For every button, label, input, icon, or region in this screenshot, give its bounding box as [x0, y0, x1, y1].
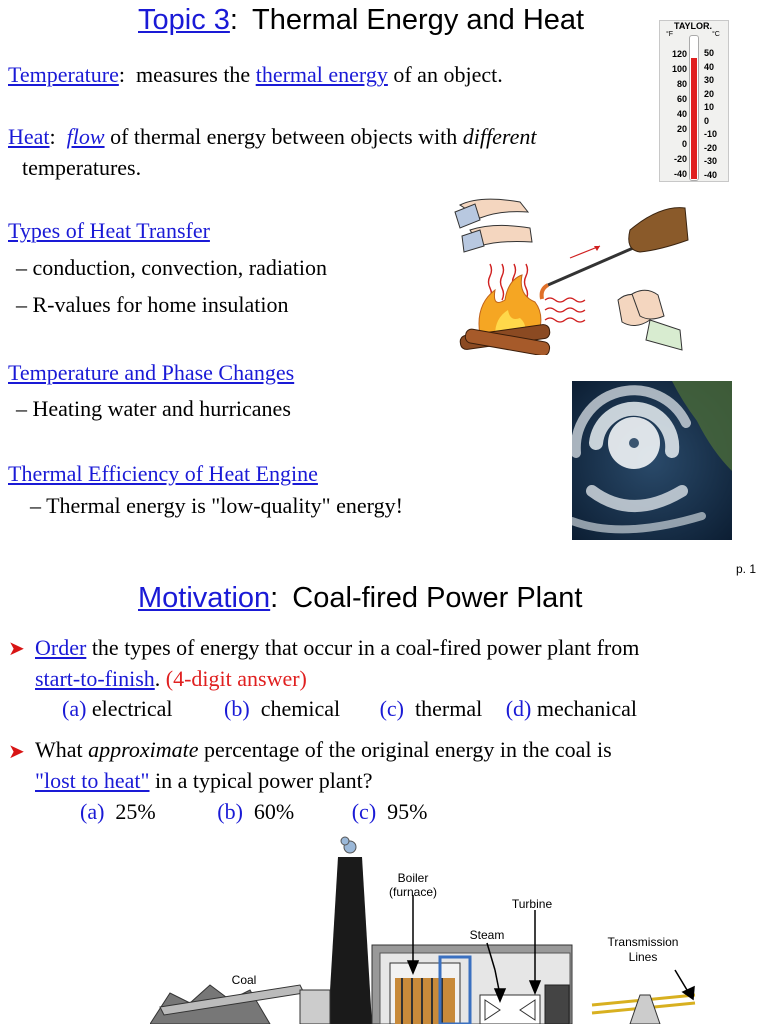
boiler-label: Boiler — [397, 871, 429, 885]
boiler-furnace-label: (furnace) — [388, 885, 438, 899]
flow-link[interactable]: flow — [66, 124, 105, 149]
temperature-link[interactable]: Temperature — [8, 62, 119, 87]
thermometer-brand: TAYLOR. — [674, 21, 713, 31]
mercury-column — [691, 58, 697, 179]
topic-link[interactable]: Topic 3 — [138, 4, 230, 36]
question-1-line1: Order the types of energy that occur in a coal-fired power plant from — [35, 635, 640, 660]
question-2-choices — [80, 799, 427, 825]
thermal-efficiency-link[interactable]: Thermal Efficiency of Heat Engine — [8, 461, 318, 486]
types-item-1: – conduction, convection, radiation — [16, 255, 327, 280]
slide1-title: Topic 3: Thermal Energy and Heat — [138, 4, 585, 36]
lost-to-heat-link[interactable]: "lost to heat" — [35, 768, 150, 793]
types-item-2: – R-values for home insulation — [16, 292, 289, 317]
hurricane-satellite-image — [572, 381, 732, 540]
temperature-definition: Temperature: measures the thermal energy of an object. — [8, 62, 503, 87]
question-2-line2: "lost to heat" in a typical power plant? — [35, 768, 373, 793]
phase-changes-link[interactable]: Temperature and Phase Changes — [8, 360, 295, 385]
slide2-title: Motivation: Coal-fired Power Plant — [138, 582, 583, 614]
thermal-energy-link[interactable]: thermal energy — [255, 62, 388, 87]
q2-choice-c[interactable]: (c) 95% — [351, 799, 428, 824]
types-of-heat-transfer-link[interactable]: Types of Heat Transfer — [8, 218, 210, 243]
question-1-choices — [62, 696, 655, 722]
heat-link[interactable]: Heat — [8, 124, 50, 149]
coal-label: Coal — [231, 973, 257, 987]
heat-definition: Heat: flow of thermal energy between objects with different — [8, 124, 537, 149]
q2-choice-b[interactable]: (b) 60% — [217, 799, 295, 824]
q1-choice-d[interactable]: (d) mechanical — [505, 696, 638, 721]
q1-choice-c[interactable]: (c) thermal — [379, 696, 483, 721]
lines-label: Lines — [628, 950, 658, 964]
fahrenheit-scale: 120 100 80 60 40 20 0 -20 -40 — [671, 49, 687, 179]
turbine-label: Turbine — [511, 897, 553, 911]
thermometer-image: TAYLOR. °F °C 120 100 80 60 40 20 0 -20 -40 50 40 30 20 10 0 -10 -20 -30 -40 — [659, 20, 729, 182]
q1-choice-b[interactable]: (b) chemical — [224, 696, 341, 721]
q2-choice-a[interactable]: (a) 25% — [80, 799, 156, 824]
efficiency-item-1: – Thermal energy is "low-quality" energy! — [30, 493, 403, 518]
heat-transfer-illustration — [450, 190, 690, 355]
bullet-arrow-icon: ➤ — [8, 739, 25, 763]
question-2-line1: What approximate percentage of the original energy in the coal is — [35, 737, 612, 762]
bullet-arrow-icon: ➤ — [8, 636, 25, 660]
steam-label: Steam — [469, 928, 505, 942]
page-number: p. 1 — [736, 562, 757, 576]
start-to-finish-link[interactable]: start-to-finish — [35, 666, 155, 691]
question-1-line2: start-to-finish. (4-digit answer) — [35, 666, 307, 691]
q1-choice-a[interactable]: (a) electrical — [62, 696, 173, 721]
celsius-scale: 50 40 30 20 10 0 -10 -20 -30 -40 — [704, 48, 718, 180]
phase-item-1: – Heating water and hurricanes — [16, 396, 291, 421]
thermometer-tube — [689, 35, 699, 181]
order-link[interactable]: Order — [35, 635, 87, 660]
heat-definition-line2: temperatures. — [22, 155, 142, 180]
power-plant-diagram — [150, 835, 710, 1024]
motivation-link[interactable]: Motivation — [138, 582, 271, 614]
transmission-label: Transmission — [607, 935, 679, 949]
